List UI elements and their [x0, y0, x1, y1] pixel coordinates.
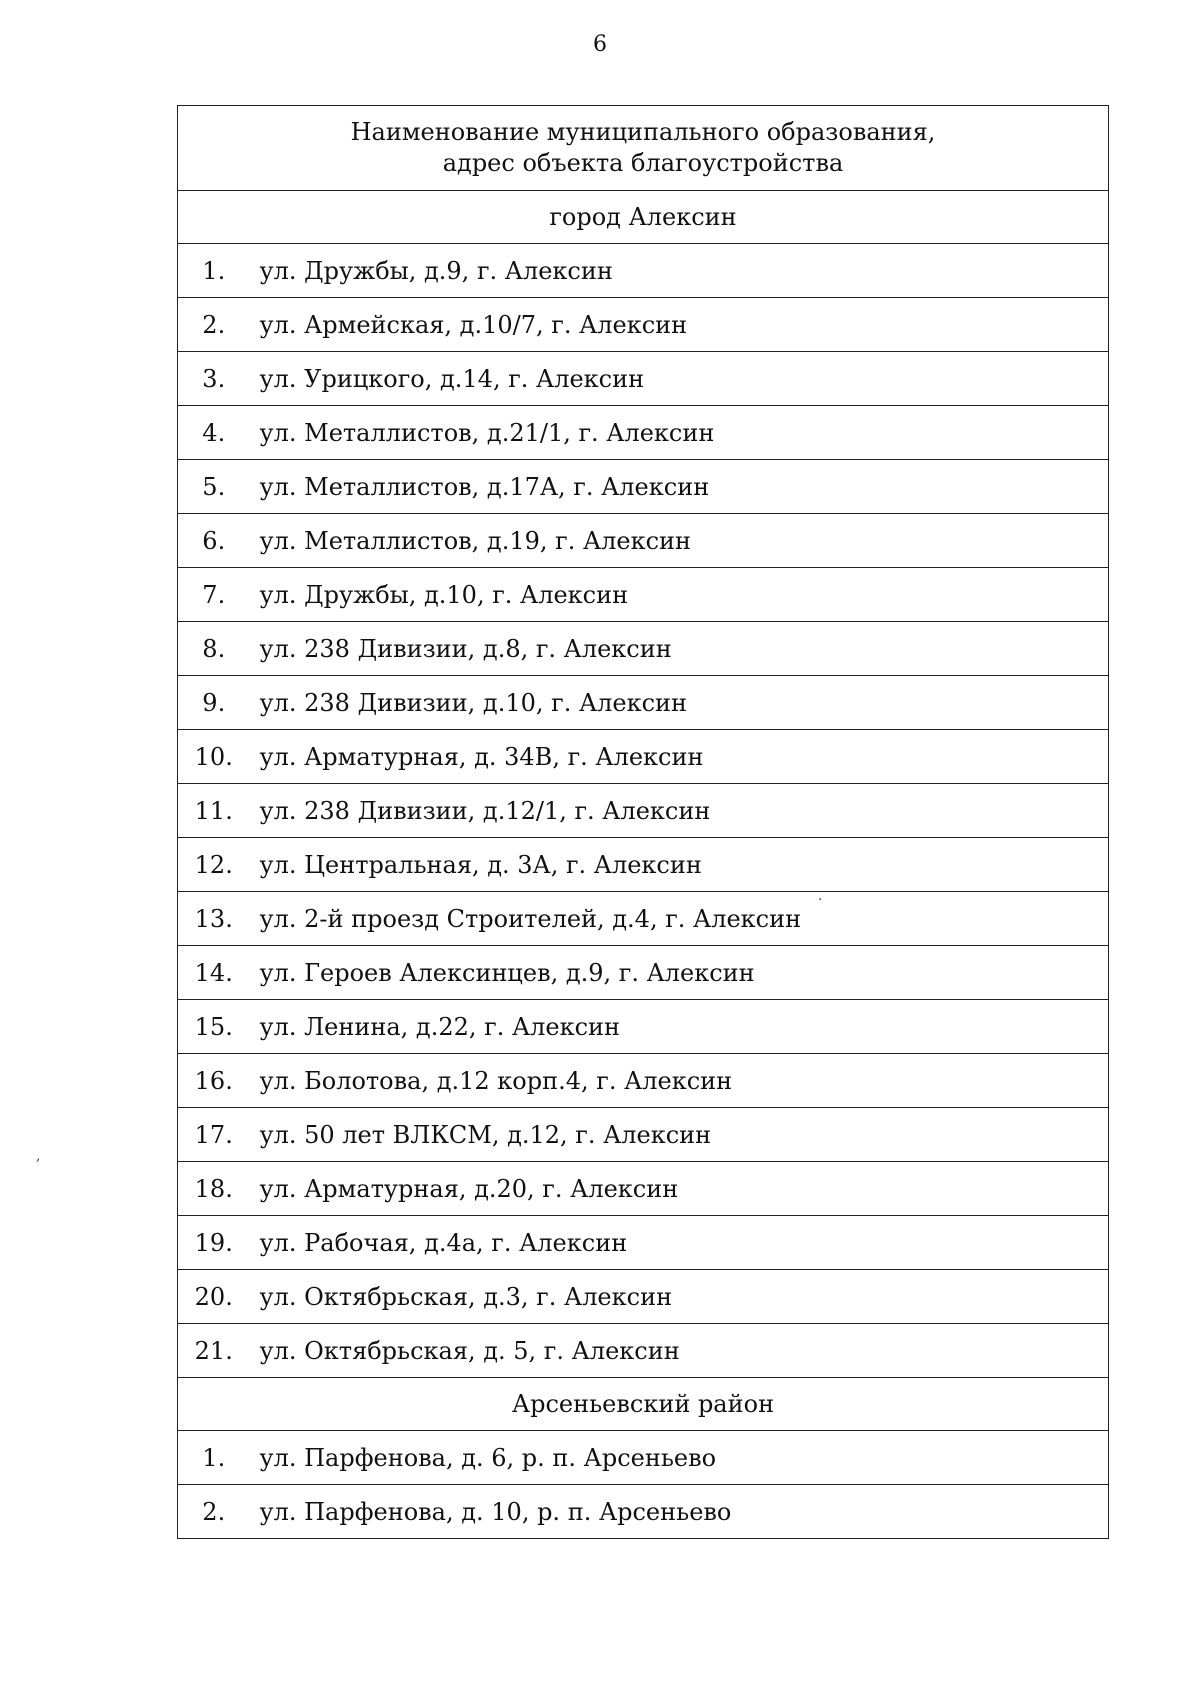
table-row [178, 676, 1109, 730]
row-address: ул. Центральная, д. 3А, г. Алексин [250, 838, 1109, 892]
table-row [178, 1485, 1109, 1539]
table-row [178, 622, 1109, 676]
row-number: 10. [178, 730, 250, 784]
row-number: 21. [178, 1324, 250, 1378]
row-number: 14. [178, 946, 250, 1000]
table-row [178, 514, 1109, 568]
row-number: 15. [178, 1000, 250, 1054]
section-row [178, 191, 1109, 244]
table-row [178, 892, 1109, 946]
table-header-row [178, 106, 1109, 191]
table-row [178, 1431, 1109, 1485]
row-address: ул. Дружбы, д.10, г. Алексин [250, 568, 1109, 622]
table-row [178, 244, 1109, 298]
row-number: 20. [178, 1270, 250, 1324]
row-address: ул. 238 Дивизии, д.8, г. Алексин [250, 622, 1109, 676]
table-row [178, 1054, 1109, 1108]
section-title: город Алексин [178, 191, 1109, 244]
row-address: ул. 238 Дивизии, д.12/1, г. Алексин [250, 784, 1109, 838]
row-address: ул. Дружбы, д.9, г. Алексин [250, 244, 1109, 298]
section-title: Арсеньевский район [178, 1378, 1109, 1431]
row-number: 5. [178, 460, 250, 514]
row-address: ул. Урицкого, д.14, г. Алексин [250, 352, 1109, 406]
row-number: 18. [178, 1162, 250, 1216]
table-row [178, 460, 1109, 514]
table-row [178, 946, 1109, 1000]
row-number: 2. [178, 298, 250, 352]
row-number: 13. [178, 892, 250, 946]
address-table-body [178, 106, 1109, 1539]
row-address: ул. 2-й проезд Строителей, д.4, г. Алексин [250, 892, 1109, 946]
row-address: ул. Рабочая, д.4а, г. Алексин [250, 1216, 1109, 1270]
table-row [178, 568, 1109, 622]
row-number: 8. [178, 622, 250, 676]
table-row [178, 1162, 1109, 1216]
row-number: 16. [178, 1054, 250, 1108]
address-table [177, 105, 1109, 1539]
row-address: ул. Металлистов, д.19, г. Алексин [250, 514, 1109, 568]
row-address: ул. Парфенова, д. 6, р. п. Арсеньево [250, 1431, 1109, 1485]
row-number: 9. [178, 676, 250, 730]
row-number: 3. [178, 352, 250, 406]
table-row [178, 406, 1109, 460]
table-row [178, 784, 1109, 838]
table-row [178, 352, 1109, 406]
row-number: 2. [178, 1485, 250, 1539]
header-line-1: Наименование муниципального образования, [350, 118, 936, 146]
row-address: ул. Октябрьская, д. 5, г. Алексин [250, 1324, 1109, 1378]
scan-speck: · [818, 892, 823, 908]
row-address: ул. 238 Дивизии, д.10, г. Алексин [250, 676, 1109, 730]
scan-speck: , [36, 1148, 41, 1164]
table-row [178, 1108, 1109, 1162]
table-header-cell [178, 106, 1109, 191]
row-number: 1. [178, 244, 250, 298]
table-row [178, 1324, 1109, 1378]
table-row [178, 730, 1109, 784]
row-address: ул. Металлистов, д.21/1, г. Алексин [250, 406, 1109, 460]
row-address: ул. 50 лет ВЛКСМ, д.12, г. Алексин [250, 1108, 1109, 1162]
row-address: ул. Октябрьская, д.3, г. Алексин [250, 1270, 1109, 1324]
table-row [178, 1000, 1109, 1054]
row-address: ул. Героев Алексинцев, д.9, г. Алексин [250, 946, 1109, 1000]
row-address: ул. Болотова, д.12 корп.4, г. Алексин [250, 1054, 1109, 1108]
row-number: 6. [178, 514, 250, 568]
table-row [178, 1270, 1109, 1324]
page-number: 6 [593, 32, 607, 57]
row-address: ул. Ленина, д.22, г. Алексин [250, 1000, 1109, 1054]
row-address: ул. Арматурная, д.20, г. Алексин [250, 1162, 1109, 1216]
row-number: 17. [178, 1108, 250, 1162]
header-line-2: адрес объекта благоустройства [442, 149, 844, 177]
table-row [178, 1216, 1109, 1270]
row-address: ул. Парфенова, д. 10, р. п. Арсеньево [250, 1485, 1109, 1539]
table-row [178, 838, 1109, 892]
row-address: ул. Арматурная, д. 34В, г. Алексин [250, 730, 1109, 784]
row-number: 19. [178, 1216, 250, 1270]
row-address: ул. Металлистов, д.17А, г. Алексин [250, 460, 1109, 514]
row-number: 4. [178, 406, 250, 460]
table-row [178, 298, 1109, 352]
row-number: 11. [178, 784, 250, 838]
row-address: ул. Армейская, д.10/7, г. Алексин [250, 298, 1109, 352]
row-number: 12. [178, 838, 250, 892]
row-number: 7. [178, 568, 250, 622]
row-number: 1. [178, 1431, 250, 1485]
section-row [178, 1378, 1109, 1431]
